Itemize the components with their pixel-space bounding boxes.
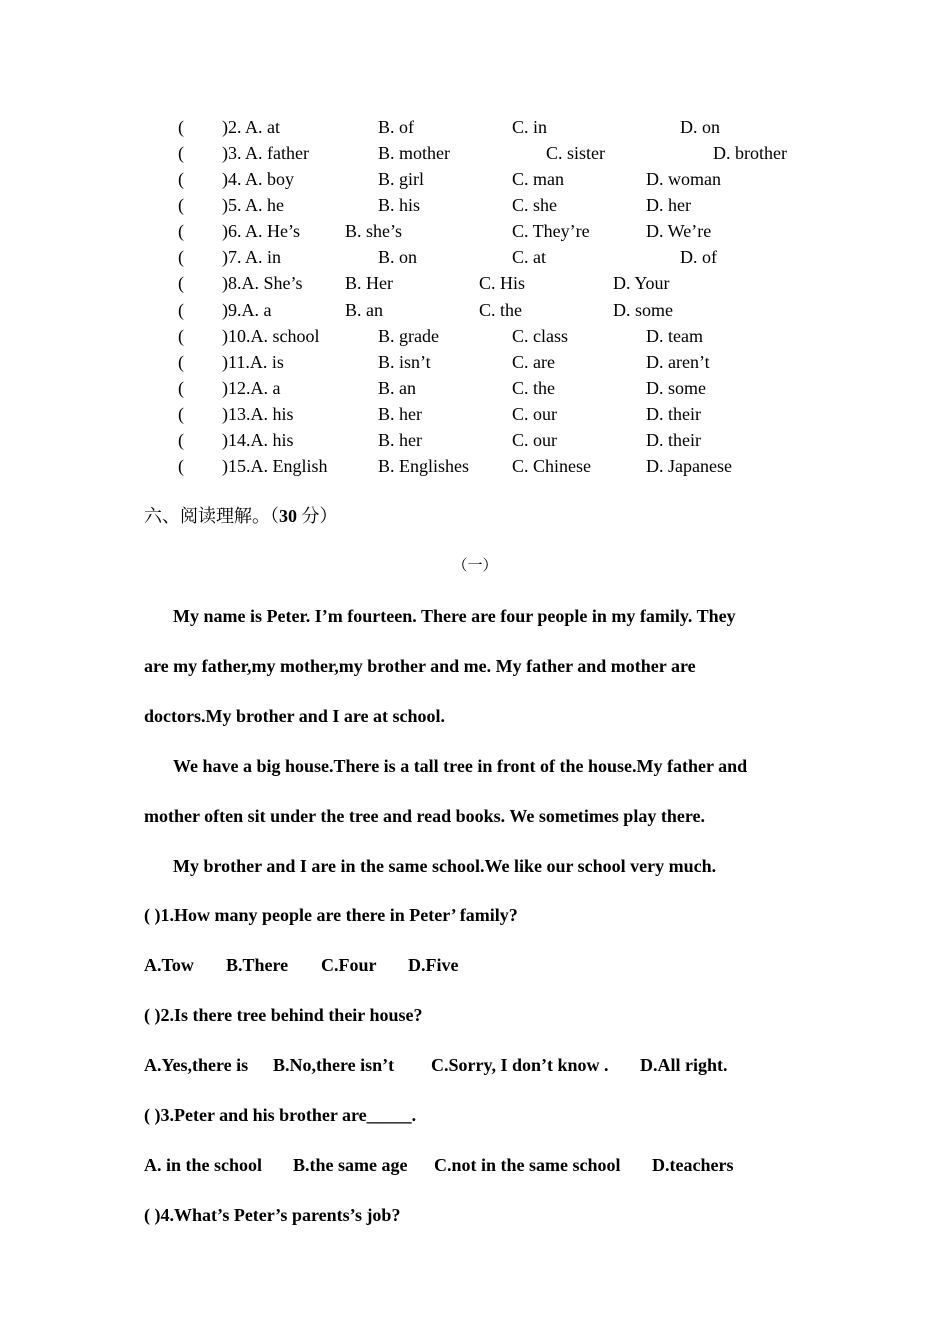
mc-row xyxy=(0,192,950,218)
option-b: B. on xyxy=(378,247,418,267)
mc-row xyxy=(0,114,950,140)
option-d: D.Five xyxy=(408,955,459,975)
option-a: )10.A. school xyxy=(222,326,320,346)
option-d: D. Your xyxy=(613,273,670,293)
mc-row xyxy=(0,375,950,401)
option-d: D.All right. xyxy=(640,1055,728,1075)
option-b: B. her xyxy=(378,430,422,450)
option-b: B.the same age xyxy=(293,1155,408,1175)
option-c: C. sister xyxy=(546,143,606,163)
option-a: )6. A. He’s xyxy=(222,221,300,241)
mc-row xyxy=(0,244,950,270)
option-c: C.not in the same school xyxy=(434,1155,621,1175)
mc-row xyxy=(0,218,950,244)
option-a: A.Yes,there is xyxy=(144,1055,249,1075)
section-heading xyxy=(144,503,338,529)
option-a: A. in the school xyxy=(144,1155,263,1175)
option-c: C. at xyxy=(512,247,546,267)
option-a: )2. A. at xyxy=(222,117,280,137)
option-c: C. our xyxy=(512,404,557,424)
option-a: )4. A. boy xyxy=(222,169,294,189)
option-a: )8.A. She’s xyxy=(222,273,303,293)
option-b: B. mother xyxy=(378,143,450,163)
option-b: B.There xyxy=(226,955,289,975)
answer-paren: ( xyxy=(178,300,184,320)
answer-paren: ( xyxy=(178,352,184,372)
option-c: C. Chinese xyxy=(512,456,591,476)
answer-paren: ( xyxy=(178,117,184,137)
option-b: B. Her xyxy=(345,273,393,293)
option-b: B. her xyxy=(378,404,422,424)
option-d: D. their xyxy=(646,404,701,424)
option-b: B. of xyxy=(378,117,414,137)
passage-line: We have a big house.There is a tall tree in front of the house.My father and xyxy=(173,756,748,776)
answer-paren: ( xyxy=(178,221,184,241)
passage-subheading: （一） xyxy=(452,558,498,574)
passage-line: mother often sit under the tree and read books. We sometimes play there. xyxy=(144,806,705,826)
option-d: D. We’re xyxy=(646,221,712,241)
section-heading-suffix: 分） xyxy=(297,506,338,526)
option-d: D. Japanese xyxy=(646,456,732,476)
option-d: D. team xyxy=(646,326,703,346)
mc-row xyxy=(0,323,950,349)
question-4: ( )4.What’s Peter’s parents’s job? xyxy=(144,1205,401,1225)
option-a: )11.A. is xyxy=(222,352,284,372)
option-d: D. her xyxy=(646,195,691,215)
answer-paren: ( xyxy=(178,247,184,267)
option-c: C. His xyxy=(479,273,526,293)
question-1: ( )1.How many people are there in Peter’ family? xyxy=(144,905,518,925)
answer-paren: ( xyxy=(178,430,184,450)
option-a: )14.A. his xyxy=(222,430,294,450)
option-c: C. They’re xyxy=(512,221,590,241)
mc-row xyxy=(0,349,950,375)
answer-paren: ( xyxy=(178,326,184,346)
option-a: )12.A. a xyxy=(222,378,281,398)
mc-row xyxy=(0,166,950,192)
section-score: 30 xyxy=(279,506,297,526)
passage-line: My brother and I are in the same school.We like our school very much. xyxy=(173,856,717,876)
option-b: B. his xyxy=(378,195,421,215)
option-c: C. she xyxy=(512,195,557,215)
option-d: D. woman xyxy=(646,169,721,189)
passage-line: My name is Peter. I’m fourteen. There are four people in my family. They xyxy=(173,606,736,626)
option-d: D.teachers xyxy=(652,1155,734,1175)
mc-row xyxy=(0,453,950,479)
passage-line: are my father,my mother,my brother and me. My father and mother are xyxy=(144,656,696,676)
option-b: B.No,there isn’t xyxy=(273,1055,395,1075)
option-b: B. an xyxy=(378,378,416,398)
option-d: D. their xyxy=(646,430,701,450)
option-b: B. girl xyxy=(378,169,425,189)
question-2: ( )2.Is there tree behind their house? xyxy=(144,1005,423,1025)
option-b: B. Englishes xyxy=(378,456,470,476)
option-d: D. some xyxy=(613,300,673,320)
option-b: B. isn’t xyxy=(378,352,431,372)
option-c: C. man xyxy=(512,169,564,189)
section-heading-prefix: 六、阅读理解。（ xyxy=(144,506,279,526)
answer-paren: ( xyxy=(178,404,184,424)
option-a: )13.A. his xyxy=(222,404,294,424)
answer-paren: ( xyxy=(178,169,184,189)
passage-line: doctors.My brother and I are at school. xyxy=(144,706,445,726)
answer-paren: ( xyxy=(178,378,184,398)
option-a: )7. A. in xyxy=(222,247,282,267)
mc-row xyxy=(0,270,950,296)
mc-row xyxy=(0,140,950,166)
option-c: C.Four xyxy=(321,955,377,975)
option-b: B. an xyxy=(345,300,383,320)
option-d: D. some xyxy=(646,378,706,398)
option-c: C. the xyxy=(479,300,522,320)
option-b: B. grade xyxy=(378,326,439,346)
option-d: D. aren’t xyxy=(646,352,710,372)
option-c: C. our xyxy=(512,430,557,450)
option-c: C. in xyxy=(512,117,548,137)
option-c: C.Sorry, I don’t know . xyxy=(431,1055,609,1075)
option-c: C. are xyxy=(512,352,555,372)
mc-row xyxy=(0,401,950,427)
option-d: D. of xyxy=(680,247,717,267)
option-a: )9.A. a xyxy=(222,300,272,320)
option-d: D. on xyxy=(680,117,720,137)
mc-row xyxy=(0,297,950,323)
answer-paren: ( xyxy=(178,273,184,293)
option-c: C. the xyxy=(512,378,555,398)
answer-paren: ( xyxy=(178,195,184,215)
option-c: C. class xyxy=(512,326,568,346)
answer-paren: ( xyxy=(178,456,184,476)
option-d: D. brother xyxy=(713,143,787,163)
option-a: )3. A. father xyxy=(222,143,309,163)
option-a: )5. A. he xyxy=(222,195,284,215)
answer-paren: ( xyxy=(178,143,184,163)
option-a: A.Tow xyxy=(144,955,194,975)
mc-row xyxy=(0,427,950,453)
question-3: ( )3.Peter and his brother are_____. xyxy=(144,1105,417,1125)
option-b: B. she’s xyxy=(345,221,403,241)
option-a: )15.A. English xyxy=(222,456,328,476)
